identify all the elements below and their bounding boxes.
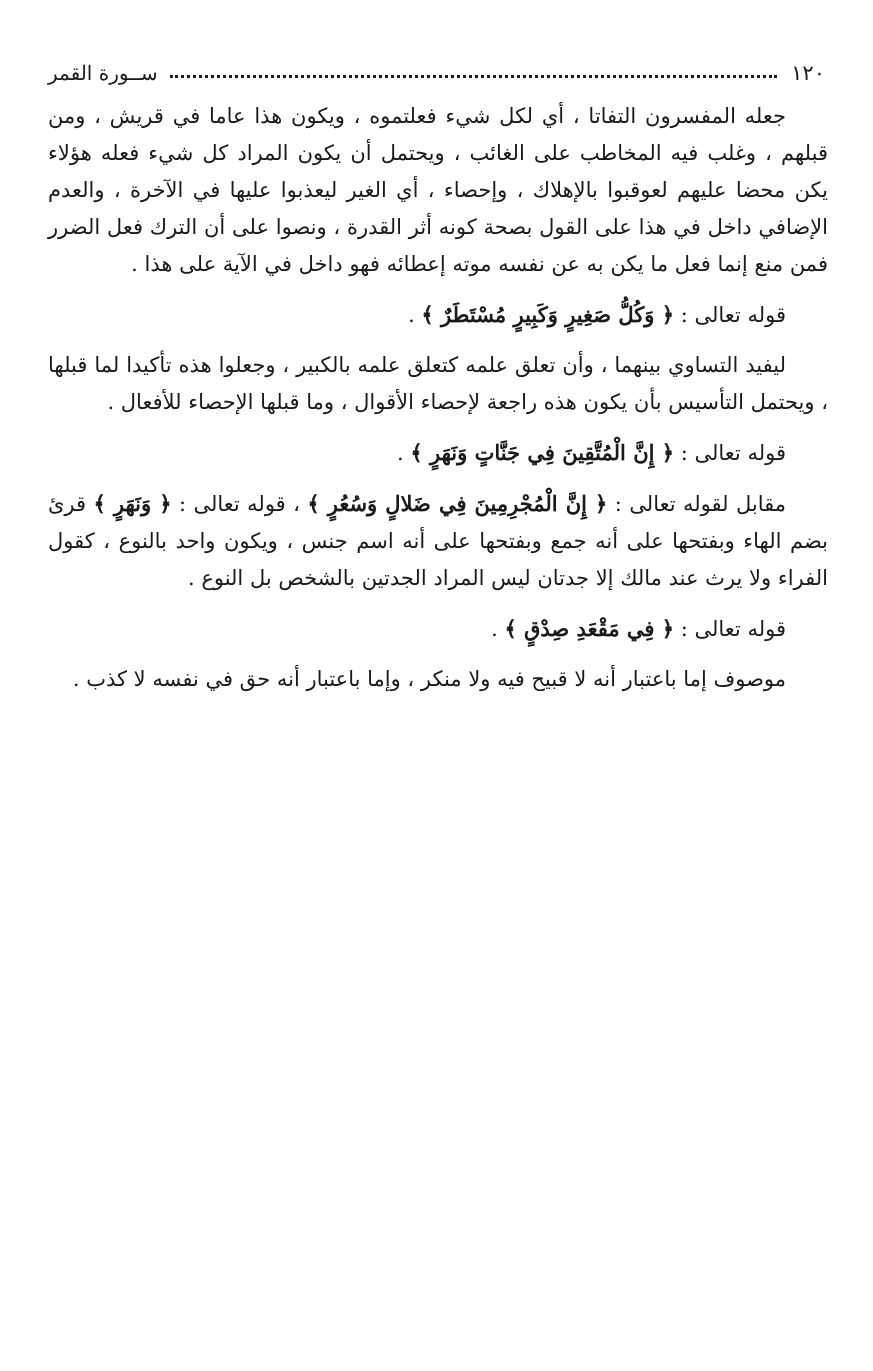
page-header [48, 55, 825, 91]
quranic-quote: ﴿ إِنَّ الْمُجْرِمِينَ فِي ضَلالٍ وَسُعُرٍ ﴾ [307, 491, 608, 516]
verse-intro: قوله تعالى : [680, 617, 786, 641]
paragraph-3-mid: ، قوله تعالى : [171, 492, 308, 516]
quranic-quote: ﴿ إِنَّ الْمُتَّقِينَ فِي جَنَّاتٍ وَنَهَرٍ ﴾ [410, 440, 675, 465]
page-body [48, 98, 828, 698]
verse-intro: قوله تعالى : [680, 303, 786, 327]
header-dotted-rule [170, 75, 777, 78]
quranic-quote: ﴿ فِي مَقْعَدِ صِدْقٍ ﴾ [504, 616, 675, 641]
verse-intro: قوله تعالى : [680, 441, 786, 465]
page-number: ١٢٠ [791, 61, 825, 85]
paragraph-3-lead: مقابل لقوله تعالى : [607, 492, 786, 516]
paragraph-1: جعله المفسرون التفاتا ، أي لكل شيء فعلتموه ، ويكون هذا عاما في قريش ، ومن قبلهم ، وغلب فيه المخاطب على الغائب ، ويحتمل أن يكون المراد كل شيء فعله هؤلاء يكن محضا عليهم لعوقبوا بالإهلاك ، وإحصاء ، أي الغير ليعذبوا عليها في الآخرة ، والعدم الإضافي داخل في هذا على القول بصحة كونه أثر القدرة ، ونصوا على أن الترك فعل الضرر فمن منع إنما فعل ما يكن به عن نفسه موته إعطائه فهو داخل في الآية على هذا . [48, 104, 828, 276]
surah-title: ســورة القمر [48, 61, 158, 85]
verse-citation-2 [48, 434, 828, 472]
verse-end: . [397, 441, 411, 465]
paragraph-4: موصوف إما باعتبار أنه لا قبيح فيه ولا منكر ، وإما باعتبار أنه حق في نفسه لا كذب . [72, 667, 786, 691]
verse-citation-1 [48, 296, 828, 334]
quranic-quote: ﴿ وَنَهَرٍ ﴾ [93, 491, 172, 516]
paragraph-3-rest: قرئ بضم الهاء وبفتحها على أنه جمع وبفتحها على أنه اسم جنس ، ويكون واحد بالنوع ، كقول الفراء ولا يرث عند مالك إلا جدتان ليس المراد الجدتين بالشخص بل النوع . [48, 492, 828, 590]
verse-citation-3 [48, 610, 828, 648]
verse-end: . [491, 617, 505, 641]
paragraph-3 [48, 485, 828, 597]
verse-end: . [408, 303, 422, 327]
quranic-quote: ﴿ وَكُلُّ صَغِيرٍ وَكَبِيرٍ مُسْتَطَرٌ ﴾ [421, 302, 675, 327]
paragraph-2: ليفيد التساوي بينهما ، وأن تعلق علمه كتعلق علمه بالكبير ، وجعلوا هذه تأكيدا لما قبلها ، ويحتمل التأسيس بأن يكون هذه راجعة لإحصاء الأقوال ، وما قبلها الإحصاء للأفعال . [48, 353, 828, 414]
